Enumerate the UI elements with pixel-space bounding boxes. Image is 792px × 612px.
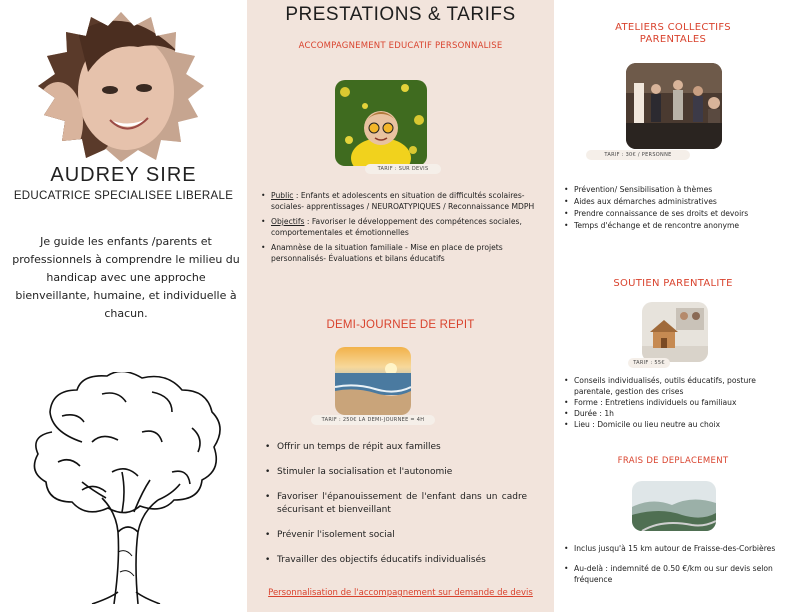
list-item: • Prévenir l'isolement social <box>265 529 527 542</box>
devis-link[interactable]: Personnalisation de l'accompagnement sur demande de devis <box>268 588 533 598</box>
list-item: • Durée : 1h <box>564 408 786 419</box>
list-item: • Prévention/ Sensibilisation à thèmes <box>564 184 786 195</box>
list-item: • Conseils individualisés, outils éducatifs, posture parentale, gestion des crises <box>564 375 786 397</box>
child-photo <box>335 80 427 166</box>
list-item: • Favoriser l'épanouissement de l'enfant dans un cadre sécurisant et bienveillant <box>265 491 527 517</box>
landscape-photo <box>632 481 716 531</box>
section-title-frais: FRAIS DE DEPLACEMENT <box>617 456 729 466</box>
list-item: • Temps d'échange et de rencontre anonyme <box>564 220 786 231</box>
frais-list <box>564 543 786 589</box>
house-photo <box>642 302 708 362</box>
soutien-list <box>564 375 786 430</box>
list-item: • Stimuler la socialisation et l'autonomie <box>265 466 527 479</box>
list-item: • Aides aux démarches administratives <box>564 196 786 207</box>
section-title-repit: DEMI-JOURNEE DE REPIT <box>326 319 475 331</box>
list-item: • Au-delà : indemnité de 0.50 €/km ou sur devis selon fréquence <box>564 563 786 585</box>
repit-list <box>265 441 527 579</box>
left-panel <box>0 0 247 612</box>
list-item: • Objectifs : Favoriser le développement des compétences sociales, comportementales et émotionnelles <box>261 216 541 238</box>
right-panel <box>554 0 792 612</box>
tarif-tag-repit: TARIF : 250€ LA DEMI-JOURNEE = 4H <box>311 415 435 425</box>
accompagnement-list <box>261 190 541 268</box>
middle-panel <box>247 0 554 612</box>
section-title-accompagnement: ACCOMPAGNEMENT EDUCATIF PERSONNALISE <box>298 41 503 51</box>
list-item: • Offrir un temps de répit aux familles <box>265 441 527 454</box>
list-item: • Lieu : Domicile ou lieu neutre au choix <box>564 419 786 430</box>
tarif-tag-ateliers: TARIF : 30€ / PERSONNE <box>586 150 690 160</box>
job-title: EDUCATRICE SPECIALISEE LIBERALE <box>13 190 234 202</box>
list-item: • Forme : Entretiens individuels ou familiaux <box>564 397 786 408</box>
tarif-tag-accompagnement: TARIF : SUR DEVIS <box>365 164 441 174</box>
beach-photo <box>335 347 411 415</box>
list-item: • Prendre connaissance de ses droits et devoirs <box>564 208 786 219</box>
page-title: PRESTATIONS & TARIFS <box>285 4 516 25</box>
list-item: • Inclus jusqu'à 15 km autour de Fraisse-des-Corbières <box>564 543 786 554</box>
profile-photo <box>38 12 204 162</box>
person-name: AUDREY SIRE <box>50 164 197 186</box>
list-item: • Public : Enfants et adolescents en situation de difficultés scolaires- sociales- apprentissages / NEUROATYPIQUES / Reconnaissance MDPH <box>261 190 541 212</box>
list-item: • Anamnèse de la situation familiale - Mise en place de projets personnalisés- Évaluations et bilans éducatifs <box>261 242 541 264</box>
ateliers-list <box>564 184 786 232</box>
section-title-ateliers: ATELIERS COLLECTIFS PARENTALES <box>615 22 731 45</box>
section-title-soutien: SOUTIEN PARENTALITE <box>613 278 733 289</box>
tree-illustration <box>22 372 230 604</box>
list-item: • Travailler des objectifs éducatifs individualisés <box>265 554 527 567</box>
group-photo <box>626 63 722 149</box>
intro-text: Je guide les enfants /parents et professionnels à comprendre le milieu du handicap avec une approche bienveillante, humaine, et individuelle à chacun. <box>12 235 240 320</box>
tarif-tag-soutien: TARIF : 55€ <box>628 358 670 368</box>
